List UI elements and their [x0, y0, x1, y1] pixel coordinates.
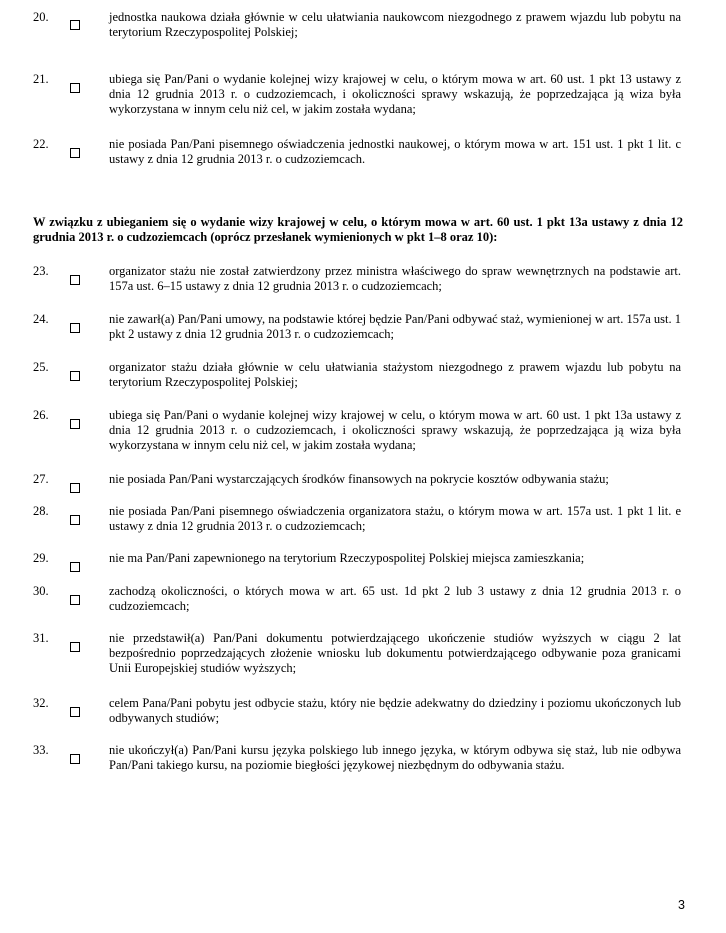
item-text: celem Pana/Pani pobytu jest odbycie stażu, który nie będzie adekwatny do dziedziny i poziomu ukończonych lub odbywanych studiów; [109, 696, 681, 725]
page-number: 3 [678, 898, 685, 912]
item-number: 32. [33, 696, 49, 710]
checkbox[interactable] [70, 275, 80, 285]
checkbox[interactable] [70, 483, 80, 493]
section-heading [33, 215, 683, 245]
item-text: nie posiada Pan/Pani pisemnego oświadczenia organizatora stażu, o którym mowa w art. 157a ust. 1 pkt 1 lit. e ustawy z dnia 12 grudnia 2013 r. o cudzoziemcach; [109, 504, 681, 533]
item-text: nie ma Pan/Pani zapewnionego na terytorium Rzeczypospolitej Polskiej miejsca zamieszkania; [109, 551, 585, 565]
checkbox[interactable] [70, 754, 80, 764]
checkbox[interactable] [70, 515, 80, 525]
checkbox[interactable] [70, 148, 80, 158]
item-number: 27. [33, 472, 49, 486]
item-text: organizator stażu działa głównie w celu ułatwiania stażystom niezgodnego z prawem wjazdu lub pobytu na terytorium Rzeczypospolitej Polskiej; [109, 360, 681, 389]
item-text: jednostka naukowa działa głównie w celu ułatwiania naukowcom niezgodnego z prawem wjazdu lub pobytu na terytorium Rzeczypospolitej Polskiej; [109, 10, 681, 39]
checkbox[interactable] [70, 323, 80, 333]
checkbox[interactable] [70, 371, 80, 381]
item-number: 33. [33, 743, 49, 757]
checkbox[interactable] [70, 83, 80, 93]
checkbox[interactable] [70, 20, 80, 30]
item-number: 30. [33, 584, 49, 598]
item-number: 28. [33, 504, 49, 518]
item-text: nie posiada Pan/Pani wystarczających środków finansowych na pokrycie kosztów odbywania stażu; [109, 472, 609, 486]
item-number: 23. [33, 264, 49, 278]
checkbox[interactable] [70, 642, 80, 652]
item-number: 24. [33, 312, 49, 326]
item-number: 26. [33, 408, 49, 422]
item-number: 22. [33, 137, 49, 151]
checkbox[interactable] [70, 707, 80, 717]
section-heading-text: W związku z ubieganiem się o wydanie wizy krajowej w celu, o którym mowa w art. 60 ust. 1 pkt 13a ustawy z dnia 12 grudnia 2013 r. o cudzoziemcach [33, 215, 683, 244]
item-text: ubiega się Pan/Pani o wydanie kolejnej wizy krajowej w celu, o którym mowa w art. 60 ust. 1 pkt 13a ustawy z dnia 12 grudnia 2013 r. o cudzoziemcach, i okoliczności sprawy wskazują, że poprzedzająca ją wiza była wykorzystana w innym celu niż cel, w jakim została wydana; [109, 408, 681, 452]
item-number: 29. [33, 551, 49, 565]
item-text: nie ukończył(a) Pan/Pani kursu języka polskiego lub innego języka, w którym odbywa się staż, lub nie odbywa Pan/Pani takiego kursu, na poziomie biegłości językowej niezbędnym do odbywania stażu. [109, 743, 681, 772]
item-number: 20. [33, 10, 49, 24]
item-text: organizator stażu nie został zatwierdzony przez ministra właściwego do spraw wewnętrznych na podstawie art. 157a ust. 6–15 ustawy z dnia 12 grudnia 2013 r. o cudzoziemcach; [109, 264, 681, 293]
checkbox[interactable] [70, 562, 80, 572]
item-number: 21. [33, 72, 49, 86]
item-number: 31. [33, 631, 49, 645]
item-text: nie posiada Pan/Pani pisemnego oświadczenia jednostki naukowej, o którym mowa w art. 151 ust. 1 pkt 1 lit. c ustawy z dnia 12 grudnia 2013 r. o cudzoziemcach. [109, 137, 681, 166]
section-heading-suffix: (oprócz przesłanek wymienionych w pkt 1–8 oraz 10): [207, 230, 498, 244]
item-text: nie przedstawił(a) Pan/Pani dokumentu potwierdzającego ukończenie studiów wyższych w ciągu 2 lat bezpośrednio poprzedzających złożenie wniosku lub dokumentu potwierdzającego odbywanie poza granicami Unii Europejskiej studiów wyższych; [109, 631, 681, 675]
item-text: nie zawarł(a) Pan/Pani umowy, na podstawie której będzie Pan/Pani odbywać staż, wymienionej w art. 157a ust. 1 pkt 2 ustawy z dnia 12 grudnia 2013 r. o cudzoziemcach; [109, 312, 681, 341]
item-text: ubiega się Pan/Pani o wydanie kolejnej wizy krajowej w celu, o którym mowa w art. 60 ust. 1 pkt 13 ustawy z dnia 12 grudnia 2013 r. o cudzoziemcach, i okoliczności sprawy wskazują, że poprzedzająca ją wiza była wykorzystana w innym celu niż cel, w jakim została wydana; [109, 72, 681, 116]
item-number: 25. [33, 360, 49, 374]
checkbox[interactable] [70, 419, 80, 429]
item-text: zachodzą okoliczności, o których mowa w art. 65 ust. 1d pkt 2 lub 3 ustawy z dnia 12 grudnia 2013 r. o cudzoziemcach; [109, 584, 681, 613]
checkbox[interactable] [70, 595, 80, 605]
